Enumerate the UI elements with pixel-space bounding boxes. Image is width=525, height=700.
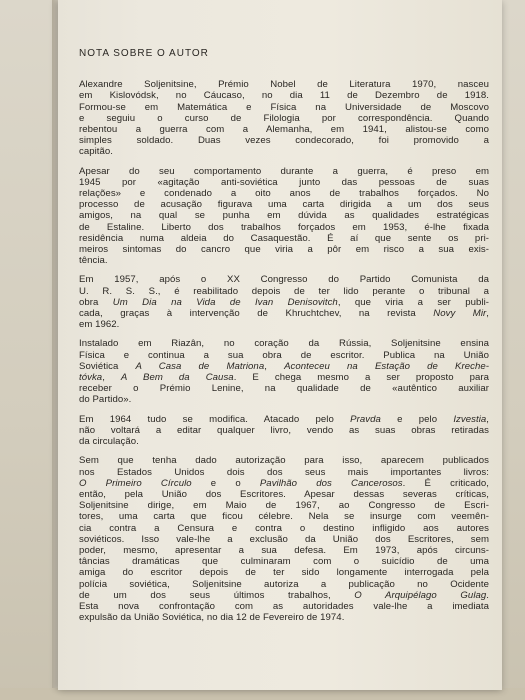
text-line: Soljenitsine dirige, em Maio de 1967, ao Congresso de Escri- xyxy=(79,500,489,512)
text-line xyxy=(79,414,489,425)
text-line: nos Estados Unidos dois dos seus mais importantes livros: xyxy=(79,466,489,478)
text-line xyxy=(79,590,489,601)
text-run: Em 1964 tudo se modifica. Atacado pelo xyxy=(79,413,351,425)
text-line: 1945 por «agitação anti-soviética junto das pessoas de suas xyxy=(79,176,489,188)
text-line: tâncias dramáticas que culminaram com o suicídio de uma xyxy=(79,556,489,568)
text-line: cia contra a Censura e contra o destino infligido aos autores xyxy=(79,522,489,534)
text-line: Formou-se em Matemática e Física na Universidade de Moscovo xyxy=(79,101,489,113)
text-line xyxy=(79,478,489,489)
text-run: . E chega mesmo a ser proposto para xyxy=(233,372,490,384)
text-line xyxy=(79,361,489,372)
text-line xyxy=(79,297,489,308)
text-line: da circulação. xyxy=(79,436,139,448)
text-line: amigos, na qual se punha em dúvida as qualidades estratégicas xyxy=(79,210,489,222)
newspaper-title: Pravda xyxy=(350,413,381,425)
text-line: simples soldado. Duas vezes condecorado, foi promovido a xyxy=(79,135,489,147)
text-line: Em 1957, após o XX Congresso do Partido Comunista da xyxy=(79,274,489,286)
paragraph-4 xyxy=(79,338,489,405)
text-line xyxy=(79,308,489,319)
book-title: O Primeiro Círculo xyxy=(79,477,192,489)
paragraph-1 xyxy=(79,79,489,157)
book-title: Um Dia na Vida de Ivan Denisovitch xyxy=(112,296,338,308)
text-line: rebentou a guerra com a Alemanha, em 1941, alistou-se como xyxy=(79,124,489,136)
text-line: polícia soviética, Soljenitsine autoriza a publicação no Ocidente xyxy=(79,578,489,590)
text-line xyxy=(79,372,489,383)
text-run: , xyxy=(264,360,285,372)
text-run: cada, graças à intervenção de Khruchtchev, na revista xyxy=(79,308,434,320)
paragraph-2 xyxy=(79,166,489,267)
text-run: de um dos seus últimos trabalhos, xyxy=(79,589,355,601)
text-line: meiros sintomas do cancro que viria a pôr em risco a sua exis- xyxy=(79,244,489,256)
book-title: Pavilhão dos Cancerosos xyxy=(259,477,403,489)
text-run: e pelo xyxy=(380,413,454,425)
text-line: não voltará a editar qualquer livro, vendo as suas obras retiradas xyxy=(79,424,489,436)
text-run: , xyxy=(486,413,489,425)
text-run: . É criticado, xyxy=(402,477,489,489)
section-heading: NOTA SOBRE O AUTOR xyxy=(79,48,209,59)
magazine-title: Novy Mir xyxy=(433,308,487,320)
text-line: de Estaline. Liberto dos trabalhos forçados em 1953, é-lhe fixada xyxy=(79,221,489,233)
page-content xyxy=(79,48,489,623)
text-line: amiga do escritor depois de ter sido longamente interrogada pela xyxy=(79,567,489,579)
book-title: A Bem da Causa xyxy=(120,372,234,384)
text-line: Instalado em Riazân, no coração da Rússia, Soljenitsine ensina xyxy=(79,338,489,350)
text-run: , que viria a ser publi- xyxy=(337,296,489,308)
text-line: poder, mesmo, apresentar a sua defesa. Em 1973, após circuns- xyxy=(79,544,489,556)
text-run: obra xyxy=(79,296,113,308)
text-line: tência. xyxy=(79,255,108,267)
text-run: Soviética xyxy=(79,360,136,372)
text-line: Sem que tenha dado autorização para isso, aparecem publicados xyxy=(79,455,489,467)
text-line: Alexandre Soljenitsine, Prémio Nobel de Literatura 1970, nasceu xyxy=(79,79,489,91)
text-line: processo de acusação figurava uma carta dirigida a um dos seus xyxy=(79,199,489,211)
text-line: tores, uma carta que ficou célebre. Nela se insurge com veemên- xyxy=(79,511,489,523)
text-run: . xyxy=(486,589,489,601)
paragraph-6 xyxy=(79,455,489,623)
text-line: em Kislovódsk, no Cáucaso, no dia 11 de Dezembro de 1918. xyxy=(79,90,489,102)
book-title: O Arquipélago Gulag xyxy=(354,589,487,601)
text-line: soviéticos. Isso vale-lhe a exclusão da União dos Escritores, sem xyxy=(79,533,489,545)
text-line: Física e continua a sua obra de escritor. Publica na União xyxy=(79,349,489,361)
text-run: e o xyxy=(191,477,260,489)
text-line: em 1962. xyxy=(79,319,120,331)
text-line: então, pela União dos Escritores. Apesar dessas severas críticas, xyxy=(79,488,489,500)
text-run: , xyxy=(486,308,489,320)
text-line: expulsão da União Soviética, no dia 12 de Fevereiro de 1974. xyxy=(79,612,345,624)
text-line: relações» e condenado a oito anos de trabalhos forçados. No xyxy=(79,188,489,200)
text-line: capitão. xyxy=(79,146,114,158)
book-page xyxy=(58,0,502,690)
book-title: Aconteceu na Estação de Kreche- xyxy=(284,360,489,372)
text-line: residência numa aldeia do Casaquestão. É aí que sente os pri- xyxy=(79,232,489,244)
text-line: U. R. S. S., é reabilitado depois de ter lido perante o tribunal a xyxy=(79,285,489,297)
text-run: , xyxy=(102,372,121,384)
book-title: A Casa de Matriona xyxy=(135,360,265,372)
paragraph-5 xyxy=(79,414,489,448)
text-line: receber o Prémio Lenine, na qualidade de «autêntico auxiliar xyxy=(79,383,489,395)
text-line: do Partido». xyxy=(79,394,132,406)
book-title: tóvka xyxy=(79,372,103,384)
text-line: e seguiu o curso de Filologia por correspondência. Quando xyxy=(79,112,489,124)
paragraph-3 xyxy=(79,274,489,330)
newspaper-title: Izvestia xyxy=(453,413,487,425)
text-line: Esta nova confrontação com as autoridades vale-lhe a imediata xyxy=(79,600,489,612)
text-line: Apesar do seu comportamento durante a guerra, é preso em xyxy=(79,165,489,177)
